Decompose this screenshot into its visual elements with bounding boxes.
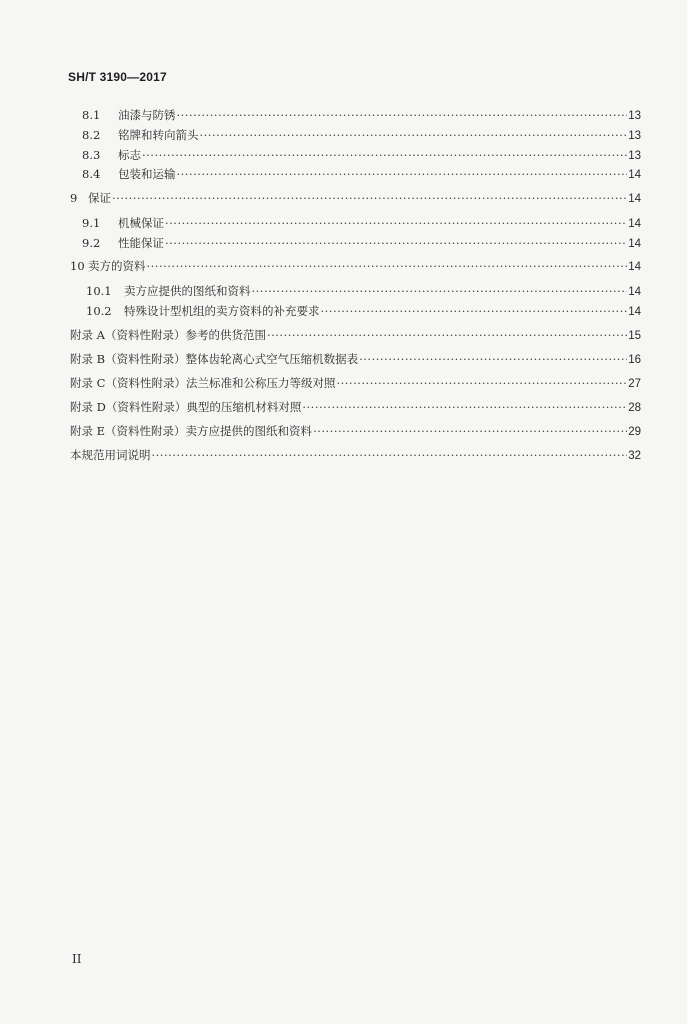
toc-entry-number: 8.3 <box>82 148 101 162</box>
toc-entry-number: 10.2 <box>86 304 112 318</box>
toc-entry-page: 28 <box>628 402 641 414</box>
toc-entry-number: 10 <box>70 259 85 273</box>
toc-entry-page: 14 <box>628 169 641 181</box>
toc-entry-page: 14 <box>628 193 641 205</box>
toc-entry-title: 附录 C（资料性附录）法兰标准和公称压力等级对照 <box>70 376 336 390</box>
toc-leader-dots <box>142 148 627 162</box>
toc-entry-annex-d[interactable] <box>70 400 641 414</box>
toc-entry-annex-b[interactable] <box>70 352 641 366</box>
toc-entry-annex-e[interactable] <box>70 424 641 438</box>
toc-entry-annex-c[interactable] <box>70 376 641 390</box>
toc-leader-dots <box>165 216 627 230</box>
toc-leader-dots <box>147 259 628 273</box>
toc-entry-page: 14 <box>628 238 641 250</box>
toc-leader-dots <box>200 128 628 142</box>
toc-entry-title: 卖方的资料 <box>88 259 146 273</box>
toc-leader-dots <box>177 108 628 122</box>
page-number: II <box>72 952 82 966</box>
toc-entry-title: 油漆与防锈 <box>118 108 176 122</box>
toc-entry[interactable] <box>70 191 641 205</box>
toc-entry[interactable] <box>82 108 641 122</box>
toc-entry-page: 27 <box>628 378 641 390</box>
toc-entry-number: 8.1 <box>82 108 101 122</box>
toc-entry-annex-a[interactable] <box>70 328 641 342</box>
toc-entry[interactable] <box>82 236 641 250</box>
toc-leader-dots <box>321 304 628 318</box>
toc-entry-title: 性能保证 <box>118 236 164 250</box>
toc-entry-page: 16 <box>628 354 641 366</box>
toc-leader-dots <box>252 284 628 298</box>
toc-leader-dots <box>302 400 627 414</box>
toc-entry-title: 附录 B（资料性附录）整体齿轮离心式空气压缩机数据表 <box>70 352 359 366</box>
toc-leader-dots <box>112 191 627 205</box>
toc-entry[interactable] <box>86 304 641 318</box>
toc-entry-title: 特殊设计型机组的卖方资料的补充要求 <box>124 304 320 318</box>
toc-entry-page: 15 <box>628 330 641 342</box>
toc-entry-page: 14 <box>628 218 641 230</box>
toc-entry-page: 14 <box>628 286 641 298</box>
toc-entry-page: 14 <box>628 261 641 273</box>
toc-entry-page: 13 <box>628 150 641 162</box>
toc-entry-wording-explanation[interactable] <box>70 448 641 462</box>
toc-entry-page: 32 <box>628 450 641 462</box>
toc-entry-title: 附录 E（资料性附录）卖方应提供的图纸和资料 <box>70 424 313 438</box>
toc-entry[interactable] <box>70 259 641 273</box>
toc-entry-title: 本规范用词说明 <box>70 448 151 462</box>
toc-entry-title: 保证 <box>88 191 111 205</box>
toc-leader-dots <box>152 448 628 462</box>
toc-entry-page: 29 <box>628 426 641 438</box>
toc-leader-dots <box>165 236 627 250</box>
toc-leader-dots <box>336 376 627 390</box>
toc-entry-title: 铭牌和转向箭头 <box>118 128 199 142</box>
toc-entry[interactable] <box>82 167 641 181</box>
toc-entry-title: 附录 D（资料性附录）典型的压缩机材料对照 <box>70 400 302 414</box>
toc-entry-title: 包装和运输 <box>118 167 176 181</box>
toc-entry-number: 10.1 <box>86 284 112 298</box>
toc-leader-dots <box>313 424 627 438</box>
toc-entry-title: 标志 <box>118 148 141 162</box>
toc-entry[interactable] <box>86 284 641 298</box>
toc-entry-number: 8.4 <box>82 167 101 181</box>
toc-leader-dots <box>359 352 627 366</box>
toc-entry-number: 9.2 <box>82 236 101 250</box>
toc-leader-dots <box>267 328 627 342</box>
toc-entry[interactable] <box>82 216 641 230</box>
toc-entry[interactable] <box>82 148 641 162</box>
toc-entry-page: 14 <box>628 306 641 318</box>
standard-code-header: SH/T 3190—2017 <box>68 70 167 84</box>
toc-entry-title: 附录 A（资料性附录）参考的供货范围 <box>70 328 266 342</box>
toc-entry-page: 13 <box>628 130 641 142</box>
toc-leader-dots <box>177 167 628 181</box>
toc-entry-page: 13 <box>628 110 641 122</box>
toc-entry[interactable] <box>82 128 641 142</box>
toc-entry-title: 卖方应提供的图纸和资料 <box>124 284 251 298</box>
toc-entry-number: 9.1 <box>82 216 101 230</box>
toc-entry-number: 8.2 <box>82 128 101 142</box>
toc-entry-title: 机械保证 <box>118 216 164 230</box>
toc-entry-number: 9 <box>70 191 78 205</box>
